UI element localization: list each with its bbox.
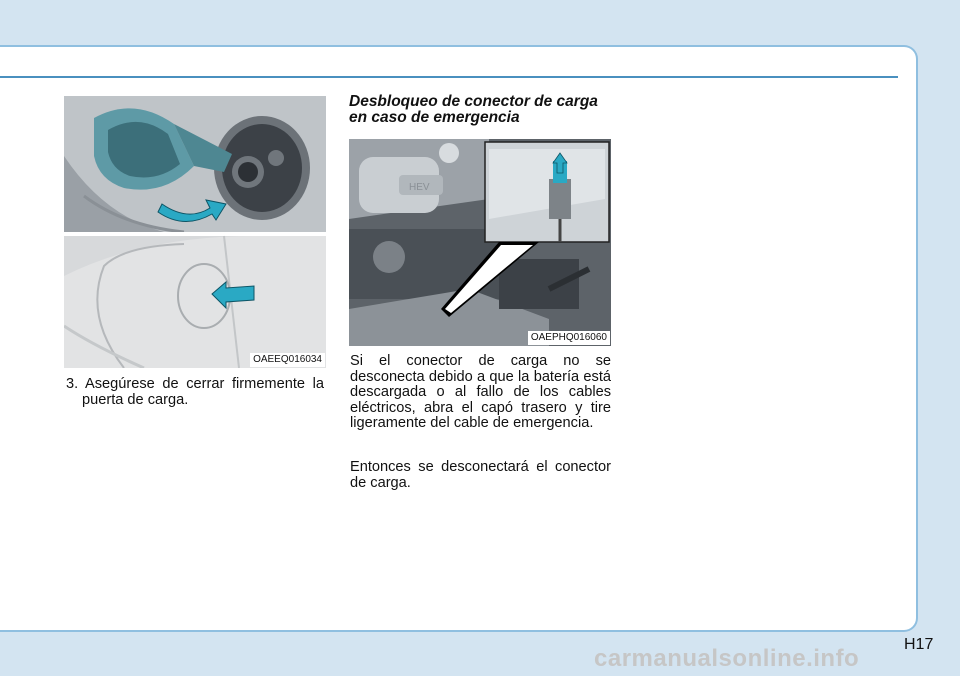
svg-text:HEV: HEV (409, 182, 430, 193)
paragraph-2: Entonces se desconectará el conector de carga. (350, 459, 611, 491)
section-heading: Desbloqueo de conector de carga en caso de emergencia (349, 93, 598, 126)
step-3-text: 3. Asegúrese de cerrar firmemente la puerta de carga. (66, 376, 324, 408)
charging-door-figure (64, 96, 326, 368)
watermark: carmanualsonline.info (594, 645, 860, 672)
engine-bay-figure (349, 139, 611, 346)
figure-code: OAEEQ016034 (250, 353, 325, 367)
page-number: H17 (904, 636, 934, 653)
engine-bay-illustration (349, 139, 611, 346)
charging-door-illustration (64, 96, 326, 368)
paragraph-1: Si el conector de carga no se desconecta debido a que la batería está descargada o al fallo de los cables eléctricos, abra el capó trasero y tire ligeramente del cable de emergencia. (350, 353, 611, 431)
header-rule (0, 76, 898, 78)
figure-code: OAEPHQ016060 (528, 331, 610, 345)
